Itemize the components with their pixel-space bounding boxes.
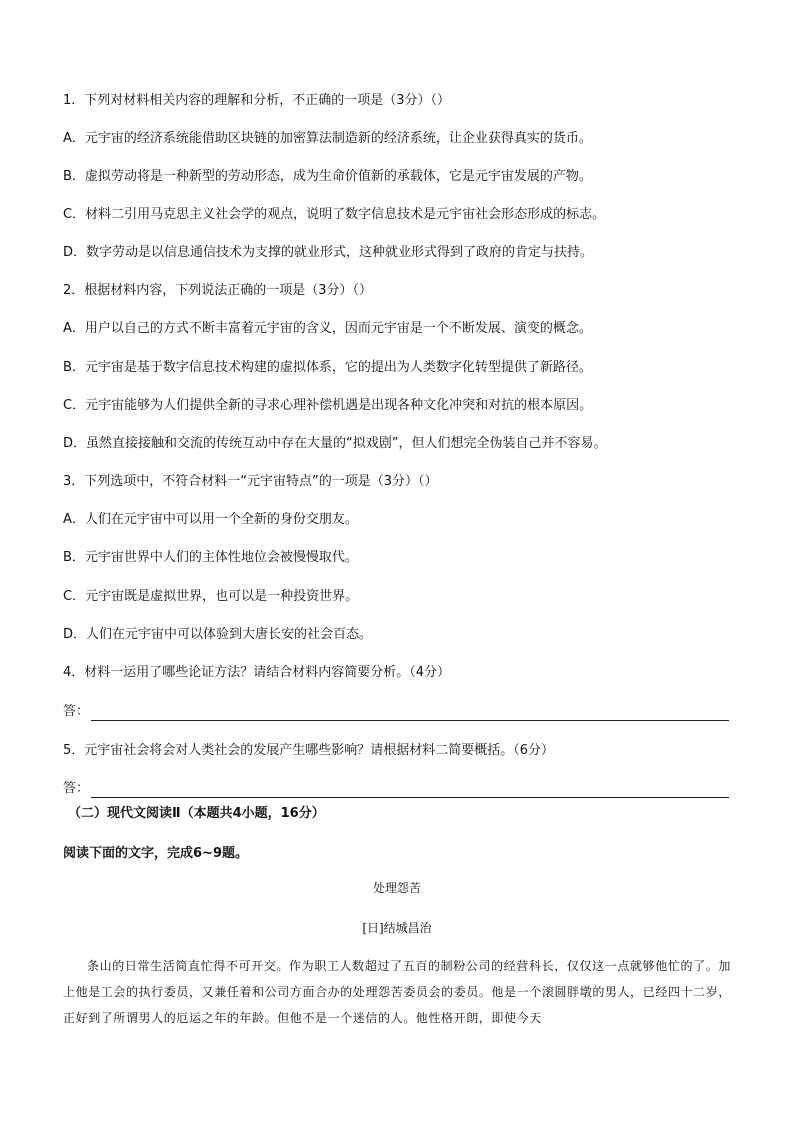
question-1-option-b: B．虚拟劳动将是一种新型的劳动形态，成为生命价值新的承载体，它是元宇宙发展的产物。: [63, 169, 592, 184]
question-4-stem: 4．材料一运用了哪些论证方法？请结合材料内容简要分析。（4分）: [63, 665, 451, 680]
question-2-option-d: D．虽然直接接触和交流的传统互动中存在大量的“拟戏剧”，但人们想完全伪装自己并不容易。: [63, 436, 607, 451]
reading-instruction: 阅读下面的文字，完成6~9题。: [63, 846, 248, 861]
question-2-option-a: A．用户以自己的方式不断丰富着元宇宙的含义，因而元宇宙是一个不断发展、演变的概念。: [63, 321, 592, 336]
section-title: （二）现代文阅读Ⅱ（本题共4小题，16分）: [68, 806, 325, 821]
question-3-option-b: B．元宇宙世界中人们的主体性地位会被慢慢取代。: [63, 550, 358, 565]
article-title: 处理怨苦: [372, 881, 421, 895]
article-author: [日]结城昌治: [362, 921, 432, 935]
question-2-stem: 2．根据材料内容，下列说法正确的一项是（3分）（）: [63, 283, 373, 298]
question-3-stem: 3．下列选项中，不符合材料一“元宇宙特点”的一项是（3分）（）: [63, 474, 438, 489]
answer-line-5[interactable]: [63, 780, 729, 798]
question-3-option-c: C．元宇宙既是虚拟世界，也可以是一种投资世界。: [63, 589, 359, 604]
question-1-stem: 1．下列对材料相关内容的理解和分析，不正确的一项是（3分）（）: [63, 93, 451, 108]
question-2-option-b: B．元宇宙是基于数字信息技术构建的虚拟体系，它的提出为人类数字化转型提供了新路径。: [63, 360, 592, 375]
question-3-option-a: A．人们在元宇宙中可以用一个全新的身份交朋友。: [63, 512, 358, 527]
answer-label: 答：: [63, 704, 90, 719]
answer-blank[interactable]: [91, 797, 729, 798]
answer-blank[interactable]: [91, 720, 729, 721]
question-1-option-d: D．数字劳动是以信息通信技术为支撑的就业形式，这种就业形式得到了政府的肯定与扶持。: [63, 245, 594, 260]
question-2-option-c: C．元宇宙能够为人们提供全新的寻求心理补偿机遇是出现各种文化冲突和对抗的根本原因。: [63, 398, 593, 413]
article-paragraph: 条山的日常生活简直忙得不可开交。作为职工人数超过了五百的制粉公司的经营科长，仅仅这一点就够他忙的了。加上他是工会的执行委员，又兼任着和公司方面合办的处理怨苦委员会的委员。他是一个滚圆胖墩的男人，已经四十二岁，正好到了所谓男人的厄运之年的年龄。但他不是一个迷信的人。他性格开朗，即使今天: [63, 959, 731, 1025]
answer-label: 答：: [63, 781, 90, 796]
question-5-stem: 5．元宇宙社会将会对人类社会的发展产生哪些影响？请根据材料二简要概括。（6分）: [63, 743, 555, 758]
answer-line-4[interactable]: [63, 703, 729, 721]
question-1-option-a: A．元宇宙的经济系统能借助区块链的加密算法制造新的经济系统，让企业获得真实的货币。: [63, 131, 592, 146]
question-1-option-c: C．材料二引用马克思主义社会学的观点，说明了数字信息技术是元宇宙社会形态形成的标志。: [63, 207, 606, 222]
question-3-option-d: D．人们在元宇宙中可以体验到大唐长安的社会百态。: [63, 627, 373, 642]
